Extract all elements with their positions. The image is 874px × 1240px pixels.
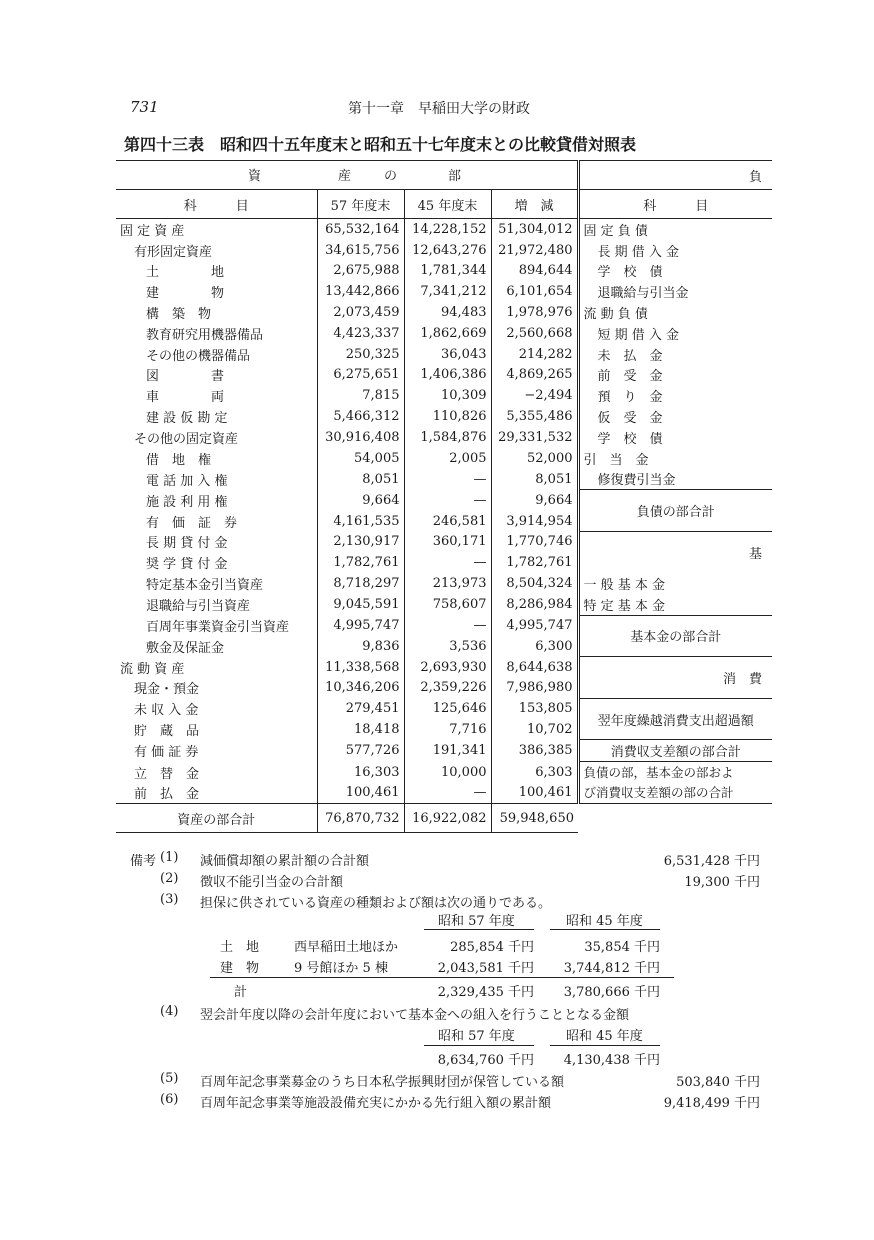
asset-label: 建 物 [146, 286, 225, 302]
note3-text: 担保に供されている資産の種類および額は次の通りである。 [200, 896, 552, 911]
asset-value-v45: — [404, 469, 491, 490]
asset-label: 流 動 資 産 [120, 661, 185, 677]
asset-label: 構 築 物 [146, 307, 212, 323]
note4-value-45: 4,130,438 千円 [563, 1053, 660, 1068]
asset-row [116, 698, 772, 719]
asset-value-v45: — [404, 490, 491, 511]
section-header-row [116, 161, 772, 190]
liability-item: 長 期 借 入 金 [578, 240, 772, 261]
asset-value-v57: 577,726 [317, 740, 404, 762]
asset-label: 百周年事業資金引当資産 [146, 620, 290, 636]
note5-value: 503,840 千円 [676, 1075, 760, 1090]
notes-prefix: 備考 [130, 854, 157, 869]
note3-header-45: 昭和 45 年度 [566, 914, 643, 929]
asset-value-v57: 30,916,408 [317, 427, 404, 448]
consumption-item: 翌年度繰越消費支出超過額 [578, 698, 772, 740]
assets-label-3: の [384, 169, 398, 184]
asset-value-diff: 100,461 [491, 783, 578, 804]
fund-item: 特 定 基 本 金 [578, 594, 772, 615]
asset-label: 現金・預金 [134, 682, 200, 698]
asset-value-diff: 6,101,654 [491, 281, 578, 302]
asset-value-v57: 65,532,164 [317, 219, 404, 240]
asset-label: 教育研究用機器備品 [146, 327, 264, 343]
assets-section-header [116, 161, 578, 190]
asset-label: 建 設 仮 勘 定 [146, 411, 228, 427]
liability-item: 流 動 負 債 [578, 302, 772, 323]
asset-value-diff: 6,303 [491, 762, 578, 783]
note3-row2-desc: 9 号館ほか 5 棟 [294, 961, 388, 976]
note4-header-line-45 [550, 1045, 660, 1046]
asset-row [116, 469, 772, 490]
asset-value-v57: 279,451 [317, 698, 404, 719]
asset-row [116, 657, 772, 678]
asset-value-diff: −2,494 [491, 385, 578, 406]
asset-value-diff: 9,664 [491, 490, 578, 511]
chapter-heading: 第十一章 早稲田大学の財政 [348, 101, 530, 117]
asset-value-diff: 386,385 [491, 740, 578, 762]
note3-row1-57: 285,854 千円 [450, 940, 534, 955]
asset-label: 特定基本金引当資産 [146, 577, 264, 593]
asset-value-diff: 4,869,265 [491, 365, 578, 386]
note5-text: 百周年記念事業募金のうち日本私学振興財団が保管している額 [200, 1075, 565, 1090]
assets-total-label: 資産の部合計 [116, 804, 317, 833]
asset-row [116, 594, 772, 615]
asset-value-v45: 2,359,226 [404, 678, 491, 699]
asset-value-v45: 1,406,386 [404, 365, 491, 386]
asset-value-v57: 18,418 [317, 719, 404, 740]
liability-item: 預 り 金 [578, 385, 772, 406]
asset-row [116, 344, 772, 365]
asset-value-diff: 7,986,980 [491, 678, 578, 699]
consumption-section-label: 消 費 [578, 657, 772, 699]
asset-label: 敷金及保証金 [146, 640, 225, 656]
note4-text: 翌会計年度以降の会計年度において基本金への組入を行うこととなる金額 [200, 1008, 630, 1023]
asset-value-diff: 10,702 [491, 719, 578, 740]
asset-value-v45: 7,716 [404, 719, 491, 740]
liability-item: 修復費引当金 [578, 469, 772, 490]
asset-value-v57: 5,466,312 [317, 406, 404, 427]
asset-value-diff: 1,782,761 [491, 552, 578, 573]
note3-row1-desc: 西早稲田土地ほか [294, 940, 399, 955]
asset-value-v45: 758,607 [404, 594, 491, 615]
col-57-header: 57 年度末 [317, 190, 404, 219]
assets-total-v57: 76,870,732 [317, 804, 404, 833]
asset-value-v45: 1,781,344 [404, 261, 491, 282]
col-45-header: 45 年度末 [404, 190, 491, 219]
note4-header-57: 昭和 57 年度 [438, 1029, 515, 1044]
assets-label-4: 部 [448, 169, 462, 184]
note3-row1-kind: 土 地 [220, 940, 260, 955]
asset-value-v45: — [404, 552, 491, 573]
fund-total: 基本金の部合計 [578, 615, 772, 657]
asset-value-v57: 2,675,988 [317, 261, 404, 282]
note4-num: (4) [160, 1004, 179, 1019]
assets-total-row [116, 804, 772, 833]
asset-row [116, 740, 772, 762]
asset-value-v57: 54,005 [317, 448, 404, 469]
note4-header-45: 昭和 45 年度 [566, 1029, 643, 1044]
asset-value-v57: 1,782,761 [317, 552, 404, 573]
asset-label: その他の固定資産 [134, 431, 239, 447]
asset-value-v57: 16,303 [317, 762, 404, 783]
asset-value-v45: 10,000 [404, 762, 491, 783]
note6-num: (6) [160, 1092, 179, 1107]
column-header-row [116, 190, 772, 219]
asset-label: 借 地 権 [146, 452, 212, 468]
asset-label: 貯 蔵 品 [134, 724, 200, 740]
asset-value-v57: 2,130,917 [317, 531, 404, 552]
asset-value-v57: 4,161,535 [317, 511, 404, 532]
asset-row [116, 406, 772, 427]
asset-value-v45: 10,309 [404, 385, 491, 406]
asset-value-diff: 51,304,012 [491, 219, 578, 240]
asset-value-diff: 214,282 [491, 344, 578, 365]
liability-item: 学 校 債 [578, 427, 772, 448]
asset-value-v57: 6,275,651 [317, 365, 404, 386]
asset-row [116, 531, 772, 552]
asset-label: 前 払 金 [134, 787, 200, 803]
note1-value: 6,531,428 千円 [663, 854, 760, 869]
asset-value-diff: 8,286,984 [491, 594, 578, 615]
asset-value-diff: 4,995,747 [491, 615, 578, 636]
asset-value-diff: 153,805 [491, 698, 578, 719]
asset-label: 退職給与引当資産 [146, 598, 251, 614]
asset-value-diff: 2,560,668 [491, 323, 578, 344]
note1-text: 減価償却額の累計額の合計額 [200, 854, 370, 869]
asset-value-v57: 11,338,568 [317, 657, 404, 678]
note4-header-line-57 [424, 1045, 534, 1046]
asset-row [116, 281, 772, 302]
grand-total [578, 762, 772, 804]
asset-value-v45: 3,536 [404, 636, 491, 657]
liability-item: 仮 受 金 [578, 406, 772, 427]
asset-row [116, 323, 772, 344]
col-subject-header: 科 目 [116, 190, 317, 219]
asset-row [116, 615, 772, 636]
asset-value-v57: 7,815 [317, 385, 404, 406]
asset-value-diff: 21,972,480 [491, 240, 578, 261]
assets-label-2: 産 [338, 169, 352, 184]
asset-row [116, 448, 772, 469]
liability-item: 学 校 債 [578, 261, 772, 282]
liability-item: 退職給与引当金 [578, 281, 772, 302]
col-diff-header: 増 減 [491, 190, 578, 219]
note2-num: (2) [160, 871, 179, 886]
asset-value-v57: 2,073,459 [317, 302, 404, 323]
asset-value-v45: 110,826 [404, 406, 491, 427]
asset-label: 有 価 証 券 [134, 745, 199, 761]
asset-value-v45: 246,581 [404, 511, 491, 532]
asset-value-diff: 29,331,532 [491, 427, 578, 448]
asset-value-diff: 5,355,486 [491, 406, 578, 427]
asset-row [116, 302, 772, 323]
asset-value-v45: 12,643,276 [404, 240, 491, 261]
asset-label: 長 期 貸 付 金 [146, 536, 228, 552]
asset-value-v45: 2,005 [404, 448, 491, 469]
asset-value-v57: 13,442,866 [317, 281, 404, 302]
note2-value: 19,300 千円 [684, 875, 760, 890]
asset-label: 立 替 金 [134, 766, 200, 782]
asset-value-diff: 1,978,976 [491, 302, 578, 323]
assets-total-diff: 59,948,650 [491, 804, 578, 833]
asset-label: 奨 学 貸 付 金 [146, 557, 228, 573]
asset-label: 土 地 [146, 265, 225, 281]
liabilities-section-header: 負 [578, 161, 772, 190]
asset-value-v45: 360,171 [404, 531, 491, 552]
liability-item: 前 受 金 [578, 365, 772, 386]
asset-value-v57: 9,836 [317, 636, 404, 657]
note3-header-line-57 [424, 929, 534, 930]
asset-value-v45: 2,693,930 [404, 657, 491, 678]
asset-value-v57: 4,995,747 [317, 615, 404, 636]
liabilities-total: 負債の部合計 [578, 490, 772, 532]
asset-value-v45: 213,973 [404, 573, 491, 594]
asset-value-diff: 8,051 [491, 469, 578, 490]
liability-item: 引 当 金 [578, 448, 772, 469]
fund-item: 一 般 基 本 金 [578, 573, 772, 594]
asset-row [116, 573, 772, 594]
asset-value-diff: 6,300 [491, 636, 578, 657]
asset-row [116, 762, 772, 783]
asset-value-v45: 125,646 [404, 698, 491, 719]
note5-num: (5) [160, 1071, 179, 1086]
note4-value-57: 8,634,760 千円 [437, 1053, 534, 1068]
asset-row [116, 219, 772, 240]
asset-label: 有形固定資産 [134, 244, 213, 260]
asset-value-v45: 191,341 [404, 740, 491, 762]
asset-value-v57: 250,325 [317, 344, 404, 365]
asset-value-diff: 8,644,638 [491, 657, 578, 678]
asset-row [116, 261, 772, 282]
asset-value-v57: 34,615,756 [317, 240, 404, 261]
asset-label: 施 設 利 用 権 [146, 494, 228, 510]
asset-value-v45: 1,862,669 [404, 323, 491, 344]
grand-total-line2: び消費収支差額の部の合計 [583, 784, 734, 800]
liability-item: 未 払 金 [578, 344, 772, 365]
asset-row [116, 427, 772, 448]
asset-label: 電 話 加 入 権 [146, 473, 228, 489]
asset-label: その他の機器備品 [146, 348, 251, 364]
asset-value-v45: — [404, 783, 491, 804]
asset-label: 図 書 [146, 369, 225, 385]
note3-row2-kind: 建 物 [220, 961, 260, 976]
fund-section-label: 基 [578, 531, 772, 573]
note3-row2-57: 2,043,581 千円 [437, 961, 534, 976]
note3-total-label: 計 [234, 985, 248, 1000]
asset-value-v57: 10,346,206 [317, 678, 404, 699]
asset-value-v57: 8,051 [317, 469, 404, 490]
note3-header-line-45 [550, 929, 660, 930]
asset-value-v57: 9,664 [317, 490, 404, 511]
asset-value-v45: 14,228,152 [404, 219, 491, 240]
asset-row [116, 490, 772, 511]
asset-value-diff: 3,914,954 [491, 511, 578, 532]
note3-header-57: 昭和 57 年度 [438, 914, 515, 929]
asset-value-v45: 1,584,876 [404, 427, 491, 448]
liability-item: 短 期 借 入 金 [578, 323, 772, 344]
asset-row [116, 240, 772, 261]
consumption-total: 消費収支差額の部合計 [578, 740, 772, 762]
asset-value-diff: 52,000 [491, 448, 578, 469]
page-number: 731 [130, 98, 159, 116]
note3-num: (3) [160, 892, 179, 907]
asset-value-diff: 8,504,324 [491, 573, 578, 594]
note6-value: 9,418,499 千円 [663, 1096, 760, 1111]
asset-label: 車 両 [146, 390, 225, 406]
note1-num: (1) [160, 850, 179, 865]
asset-value-v45: — [404, 615, 491, 636]
note3-row1-45: 35,854 千円 [584, 940, 660, 955]
liab-col-subject-header: 科 目 [578, 190, 772, 219]
grand-total-line1: 負債の部，基本金の部およ [583, 764, 734, 780]
asset-value-v57: 9,045,591 [317, 594, 404, 615]
note6-text: 百周年記念事業等施設設備充実にかかる先行組入額の累計額 [200, 1096, 552, 1111]
note3-total-line [210, 977, 674, 978]
asset-value-v57: 100,461 [317, 783, 404, 804]
asset-value-diff: 894,644 [491, 261, 578, 282]
asset-value-v57: 8,718,297 [317, 573, 404, 594]
asset-label: 未 収 入 金 [134, 703, 199, 719]
asset-row [116, 365, 772, 386]
balance-sheet-table [116, 160, 772, 833]
asset-value-v45: 94,483 [404, 302, 491, 323]
liability-item: 固 定 負 債 [578, 219, 772, 240]
table-title: 第四十三表 昭和四十五年度末と昭和五十七年度末との比較貸借対照表 [124, 135, 637, 154]
assets-total-v45: 16,922,082 [404, 804, 491, 833]
asset-label: 有 価 証 券 [146, 515, 238, 531]
asset-value-v45: 36,043 [404, 344, 491, 365]
note3-total-57: 2,329,435 千円 [437, 985, 534, 1000]
asset-label: 固 定 資 産 [120, 223, 185, 239]
note2-text: 徴収不能引当金の合計額 [200, 875, 344, 890]
asset-value-v45: 7,341,212 [404, 281, 491, 302]
asset-value-v57: 4,423,337 [317, 323, 404, 344]
asset-value-diff: 1,770,746 [491, 531, 578, 552]
assets-label-1: 資 [248, 169, 262, 184]
asset-row [116, 385, 772, 406]
note3-total-45: 3,780,666 千円 [563, 985, 660, 1000]
note3-row2-45: 3,744,812 千円 [563, 961, 660, 976]
